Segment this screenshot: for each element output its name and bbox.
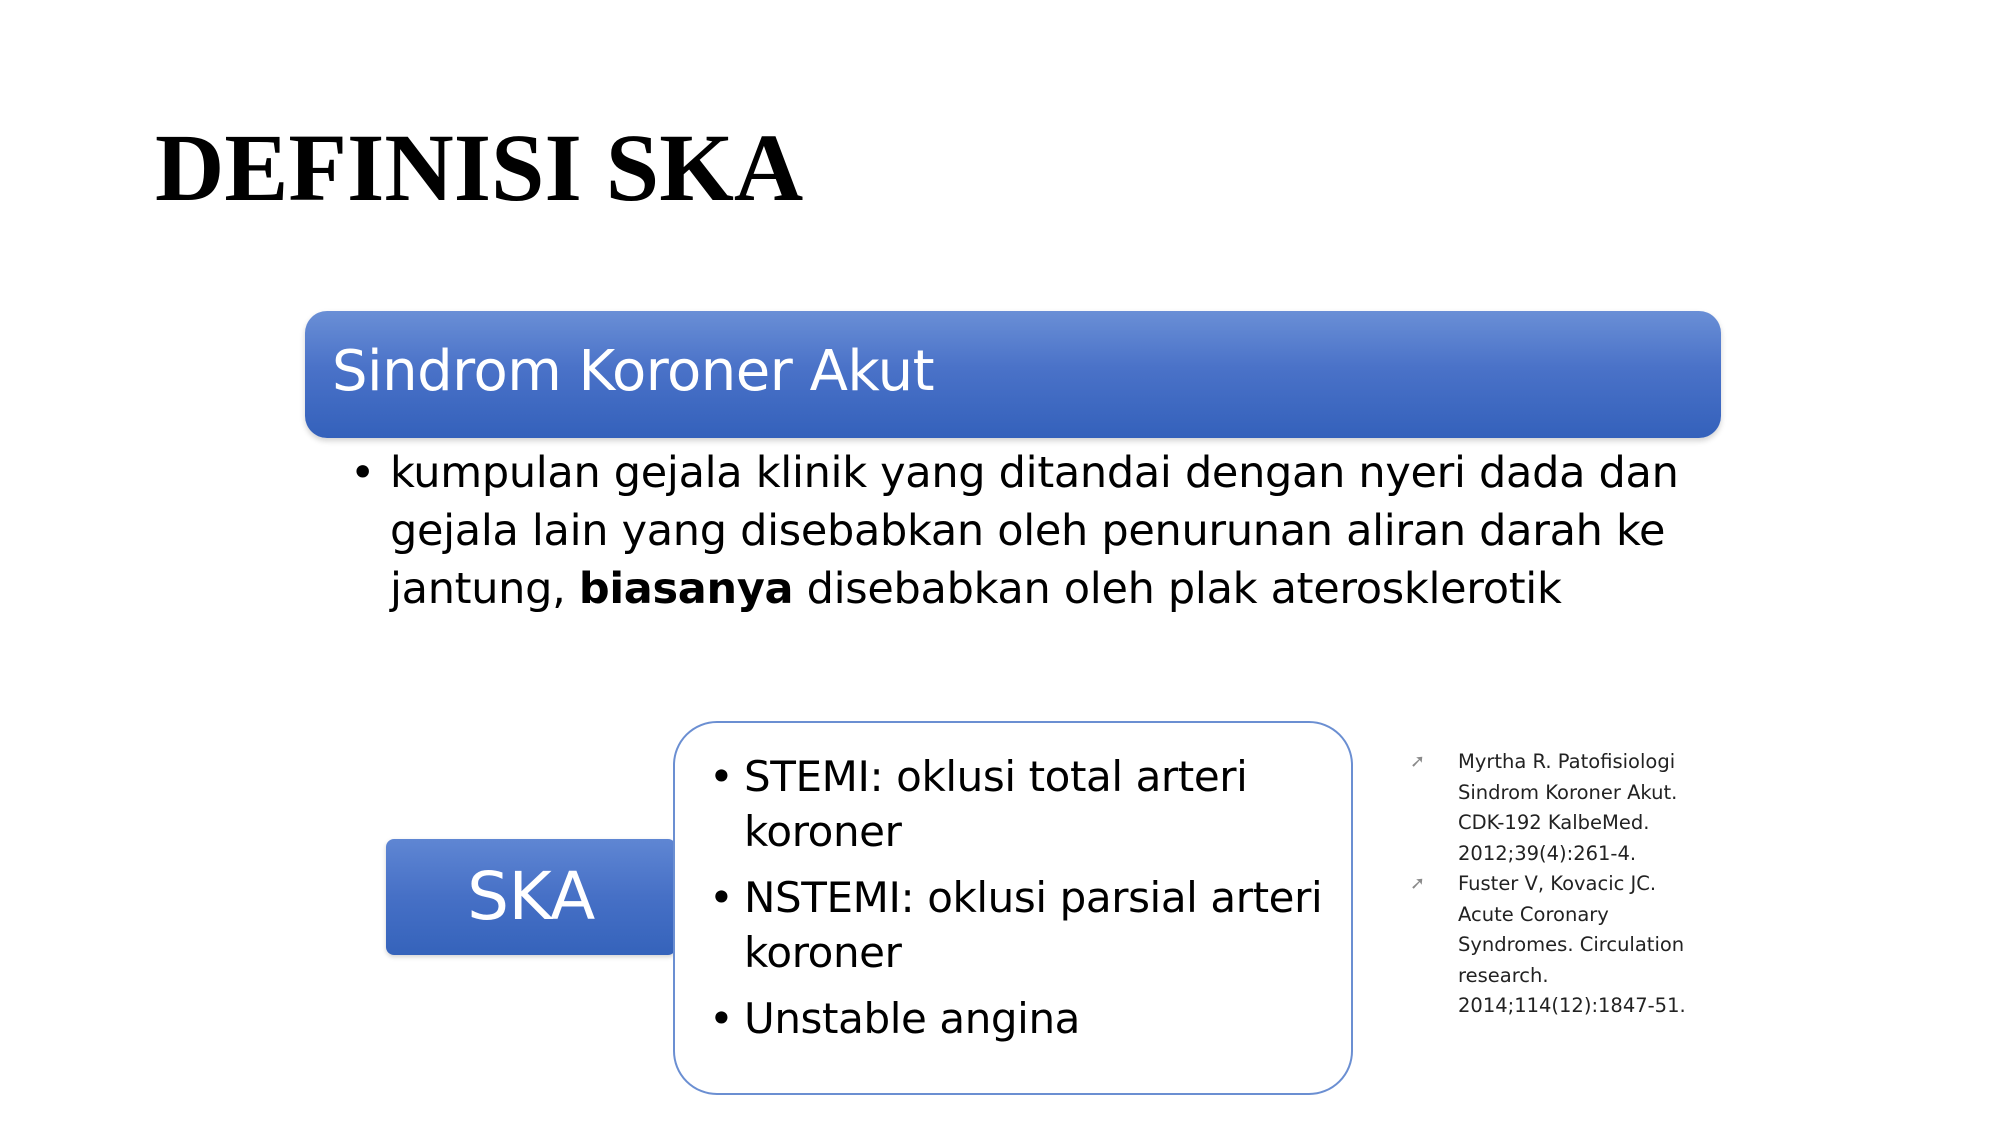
reference-item xyxy=(1410,869,1710,1022)
header-title: Sindrom Koroner Akut xyxy=(332,339,935,404)
list-item-text: STEMI: oklusi total arteri koroner xyxy=(744,752,1248,856)
list-item xyxy=(709,991,1349,1046)
slide-title: DEFINISI SKA xyxy=(155,114,804,221)
reference-text: Fuster V, Kovacic JC. Acute Coronary Syndromes. Circulation research. 2014;114(12):1847-51. xyxy=(1458,872,1686,1017)
definition-body xyxy=(390,444,1690,618)
list-item xyxy=(709,870,1349,980)
list-bullet: • xyxy=(709,994,734,1043)
definition-text-before: kumpulan gejala klinik yang ditandai dengan nyeri dada dan gejala lain yang disebabkan oleh penurunan aliran darah ke jantung, xyxy=(390,448,1679,614)
north-east-arrow-icon: ➚ xyxy=(1410,751,1426,772)
list-bullet: • xyxy=(709,752,734,801)
header-bar xyxy=(305,311,1721,438)
list-item xyxy=(709,749,1349,859)
reference-text: Myrtha R. Patofisiologi Sindrom Koroner Akut. CDK-192 KalbeMed. 2012;39(4):261-4. xyxy=(1458,750,1678,865)
ska-label: SKA xyxy=(467,858,595,935)
list-bullet: • xyxy=(709,873,734,922)
types-box xyxy=(673,721,1353,1095)
north-east-arrow-icon: ➚ xyxy=(1410,873,1426,894)
list-item-text: NSTEMI: oklusi parsial arteri koroner xyxy=(744,873,1323,977)
definition-bullet: • xyxy=(350,448,376,498)
types-list xyxy=(709,749,1349,1057)
ska-box xyxy=(386,839,676,955)
definition-text-after: disebabkan oleh plak aterosklerotik xyxy=(793,564,1562,614)
definition-text xyxy=(350,444,1690,618)
reference-item xyxy=(1410,747,1710,869)
list-item-text: Unstable angina xyxy=(744,994,1081,1043)
references-list xyxy=(1410,747,1710,1022)
definition-bold: biasanya xyxy=(578,564,794,614)
